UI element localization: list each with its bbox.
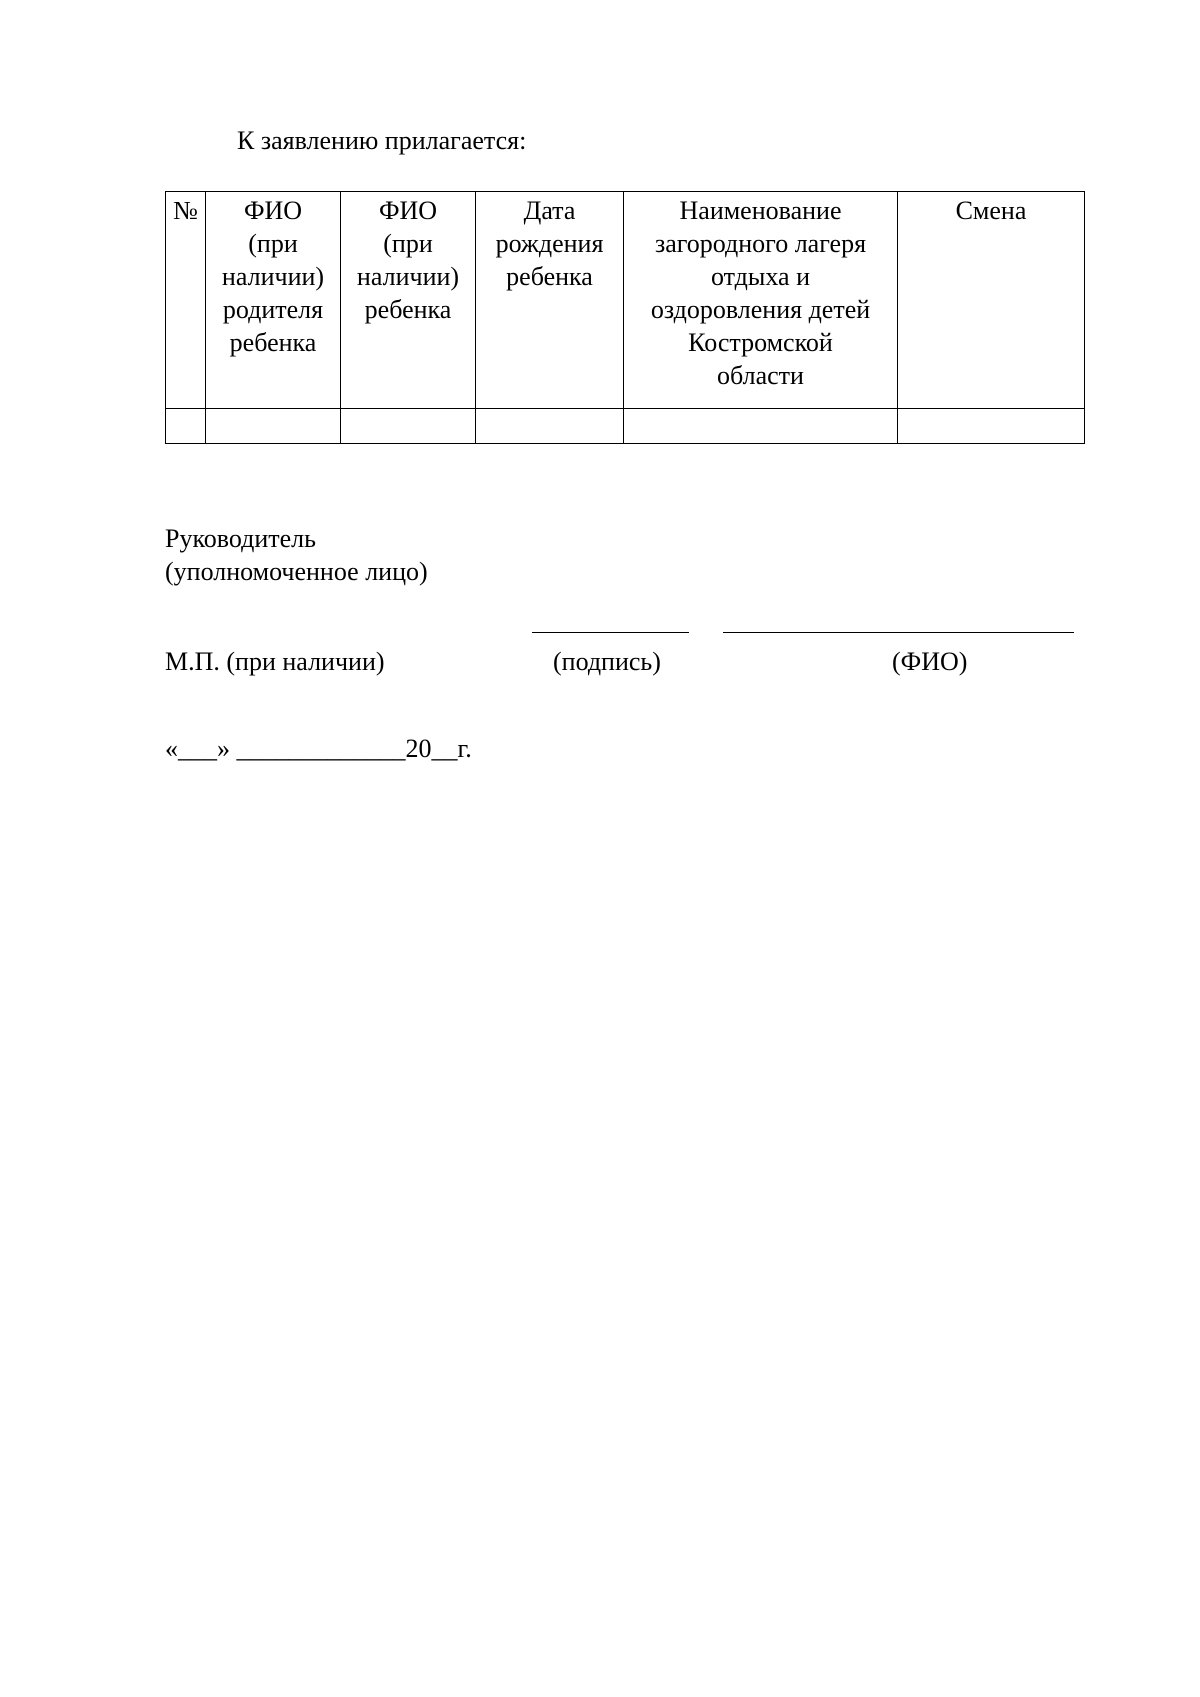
signer-block — [165, 522, 428, 588]
header-line: наличии) — [221, 262, 325, 291]
table-cell — [206, 409, 341, 444]
header-line: родителя — [222, 295, 324, 324]
fio-line — [723, 632, 1074, 633]
header-shift — [898, 192, 1085, 409]
signature-caption: (подпись) — [553, 647, 661, 676]
header-line: области — [717, 361, 804, 390]
header-line: ребенка — [364, 295, 452, 324]
header-line: рождения — [495, 229, 604, 258]
table-cell — [898, 409, 1085, 444]
signature-line — [532, 632, 689, 633]
header-line: отдыха и — [711, 262, 810, 291]
header-number — [166, 192, 206, 409]
header-child-name — [341, 192, 476, 409]
header-camp-name — [624, 192, 898, 409]
stamp-label: М.П. (при наличии) — [165, 647, 385, 676]
header-line: № — [173, 196, 198, 225]
header-line: Костромской — [688, 328, 833, 357]
signer-title: Руководитель — [165, 524, 316, 553]
header-line: (при — [383, 229, 433, 258]
date-line: «___» _____________20__г. — [165, 734, 472, 763]
attachment-intro: К заявлению прилагается: — [237, 126, 527, 155]
header-line: Наименование — [679, 196, 842, 225]
signer-subtitle: (уполномоченное лицо) — [165, 557, 428, 586]
fio-caption: (ФИО) — [892, 647, 968, 676]
header-line: наличии) — [356, 262, 460, 291]
header-line: ФИО — [243, 196, 303, 225]
attachment-table — [165, 191, 1085, 444]
header-line: загородного лагеря — [654, 229, 867, 258]
header-parent-name — [206, 192, 341, 409]
table-cell — [166, 409, 206, 444]
header-line: (при — [248, 229, 298, 258]
header-birth-date — [476, 192, 624, 409]
header-line: ФИО — [378, 196, 438, 225]
header-line: оздоровления детей — [650, 295, 871, 324]
header-line: Дата — [523, 196, 576, 225]
table-row — [166, 409, 1085, 444]
table-cell — [624, 409, 898, 444]
header-line: ребенка — [506, 262, 593, 291]
header-line: ребенка — [229, 328, 317, 357]
header-line: Смена — [955, 196, 1027, 225]
table-header-row — [166, 192, 1085, 409]
table-cell — [341, 409, 476, 444]
table-cell — [476, 409, 624, 444]
